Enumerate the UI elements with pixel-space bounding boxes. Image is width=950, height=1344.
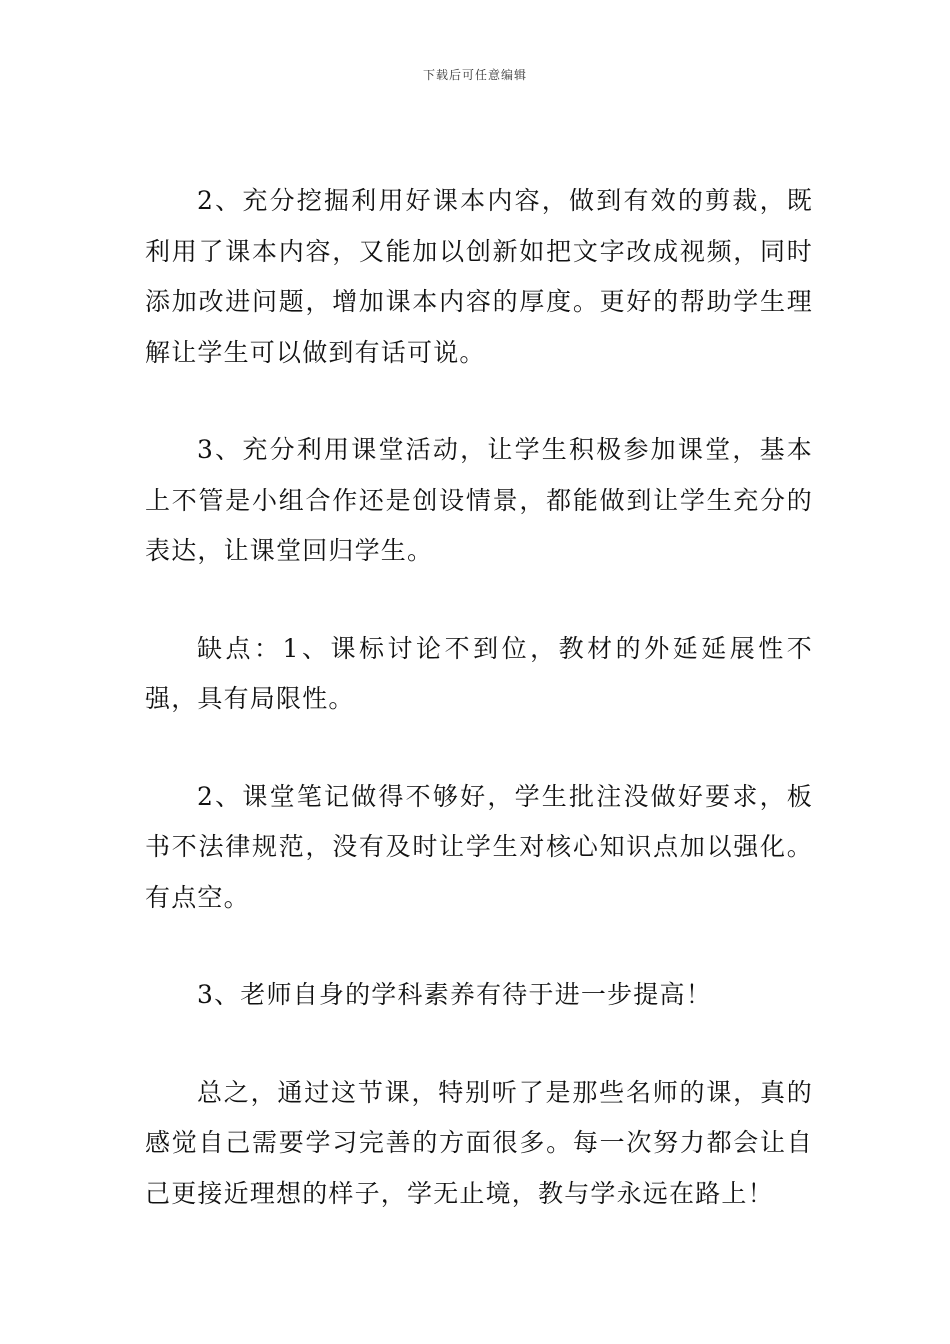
paragraph-advantage-2: 2、充分挖掘利用好课本内容，做到有效的剪裁，既利用了课本内容，又能加以创新如把文字改成视频，同时添加改进问题，增加课本内容的厚度。更好的帮助学生理解让学生可以做到有话可说。 bbox=[145, 186, 813, 367]
paragraph-shortcoming-2: 2、课堂笔记做得不够好，学生批注没做好要求，板书不法律规范，没有及时让学生对核心知识点加以强化。有点空。 bbox=[145, 781, 813, 912]
paragraph-shortcoming-1: 缺点：1、课标讨论不到位，教材的外延延展性不强，具有局限性。 bbox=[145, 633, 813, 713]
paragraph-conclusion: 总之，通过这节课，特别听了是那些名师的课，真的感觉自己需要学习完善的方面很多。每一次努力都会让自己更接近理想的样子，学无止境，教与学永远在路上！ bbox=[145, 1077, 813, 1208]
header-note: 下载后可任意编辑 bbox=[422, 68, 527, 82]
paragraph-shortcoming-3: 3、老师自身的学科素养有待于进一步提高！ bbox=[197, 980, 712, 1009]
paragraph-advantage-3: 3、充分利用课堂活动，让学生积极参加课堂，基本上不管是小组合作还是创设情景，都能做到让学生充分的表达，让课堂回归学生。 bbox=[145, 435, 813, 565]
document-body bbox=[145, 176, 813, 1219]
